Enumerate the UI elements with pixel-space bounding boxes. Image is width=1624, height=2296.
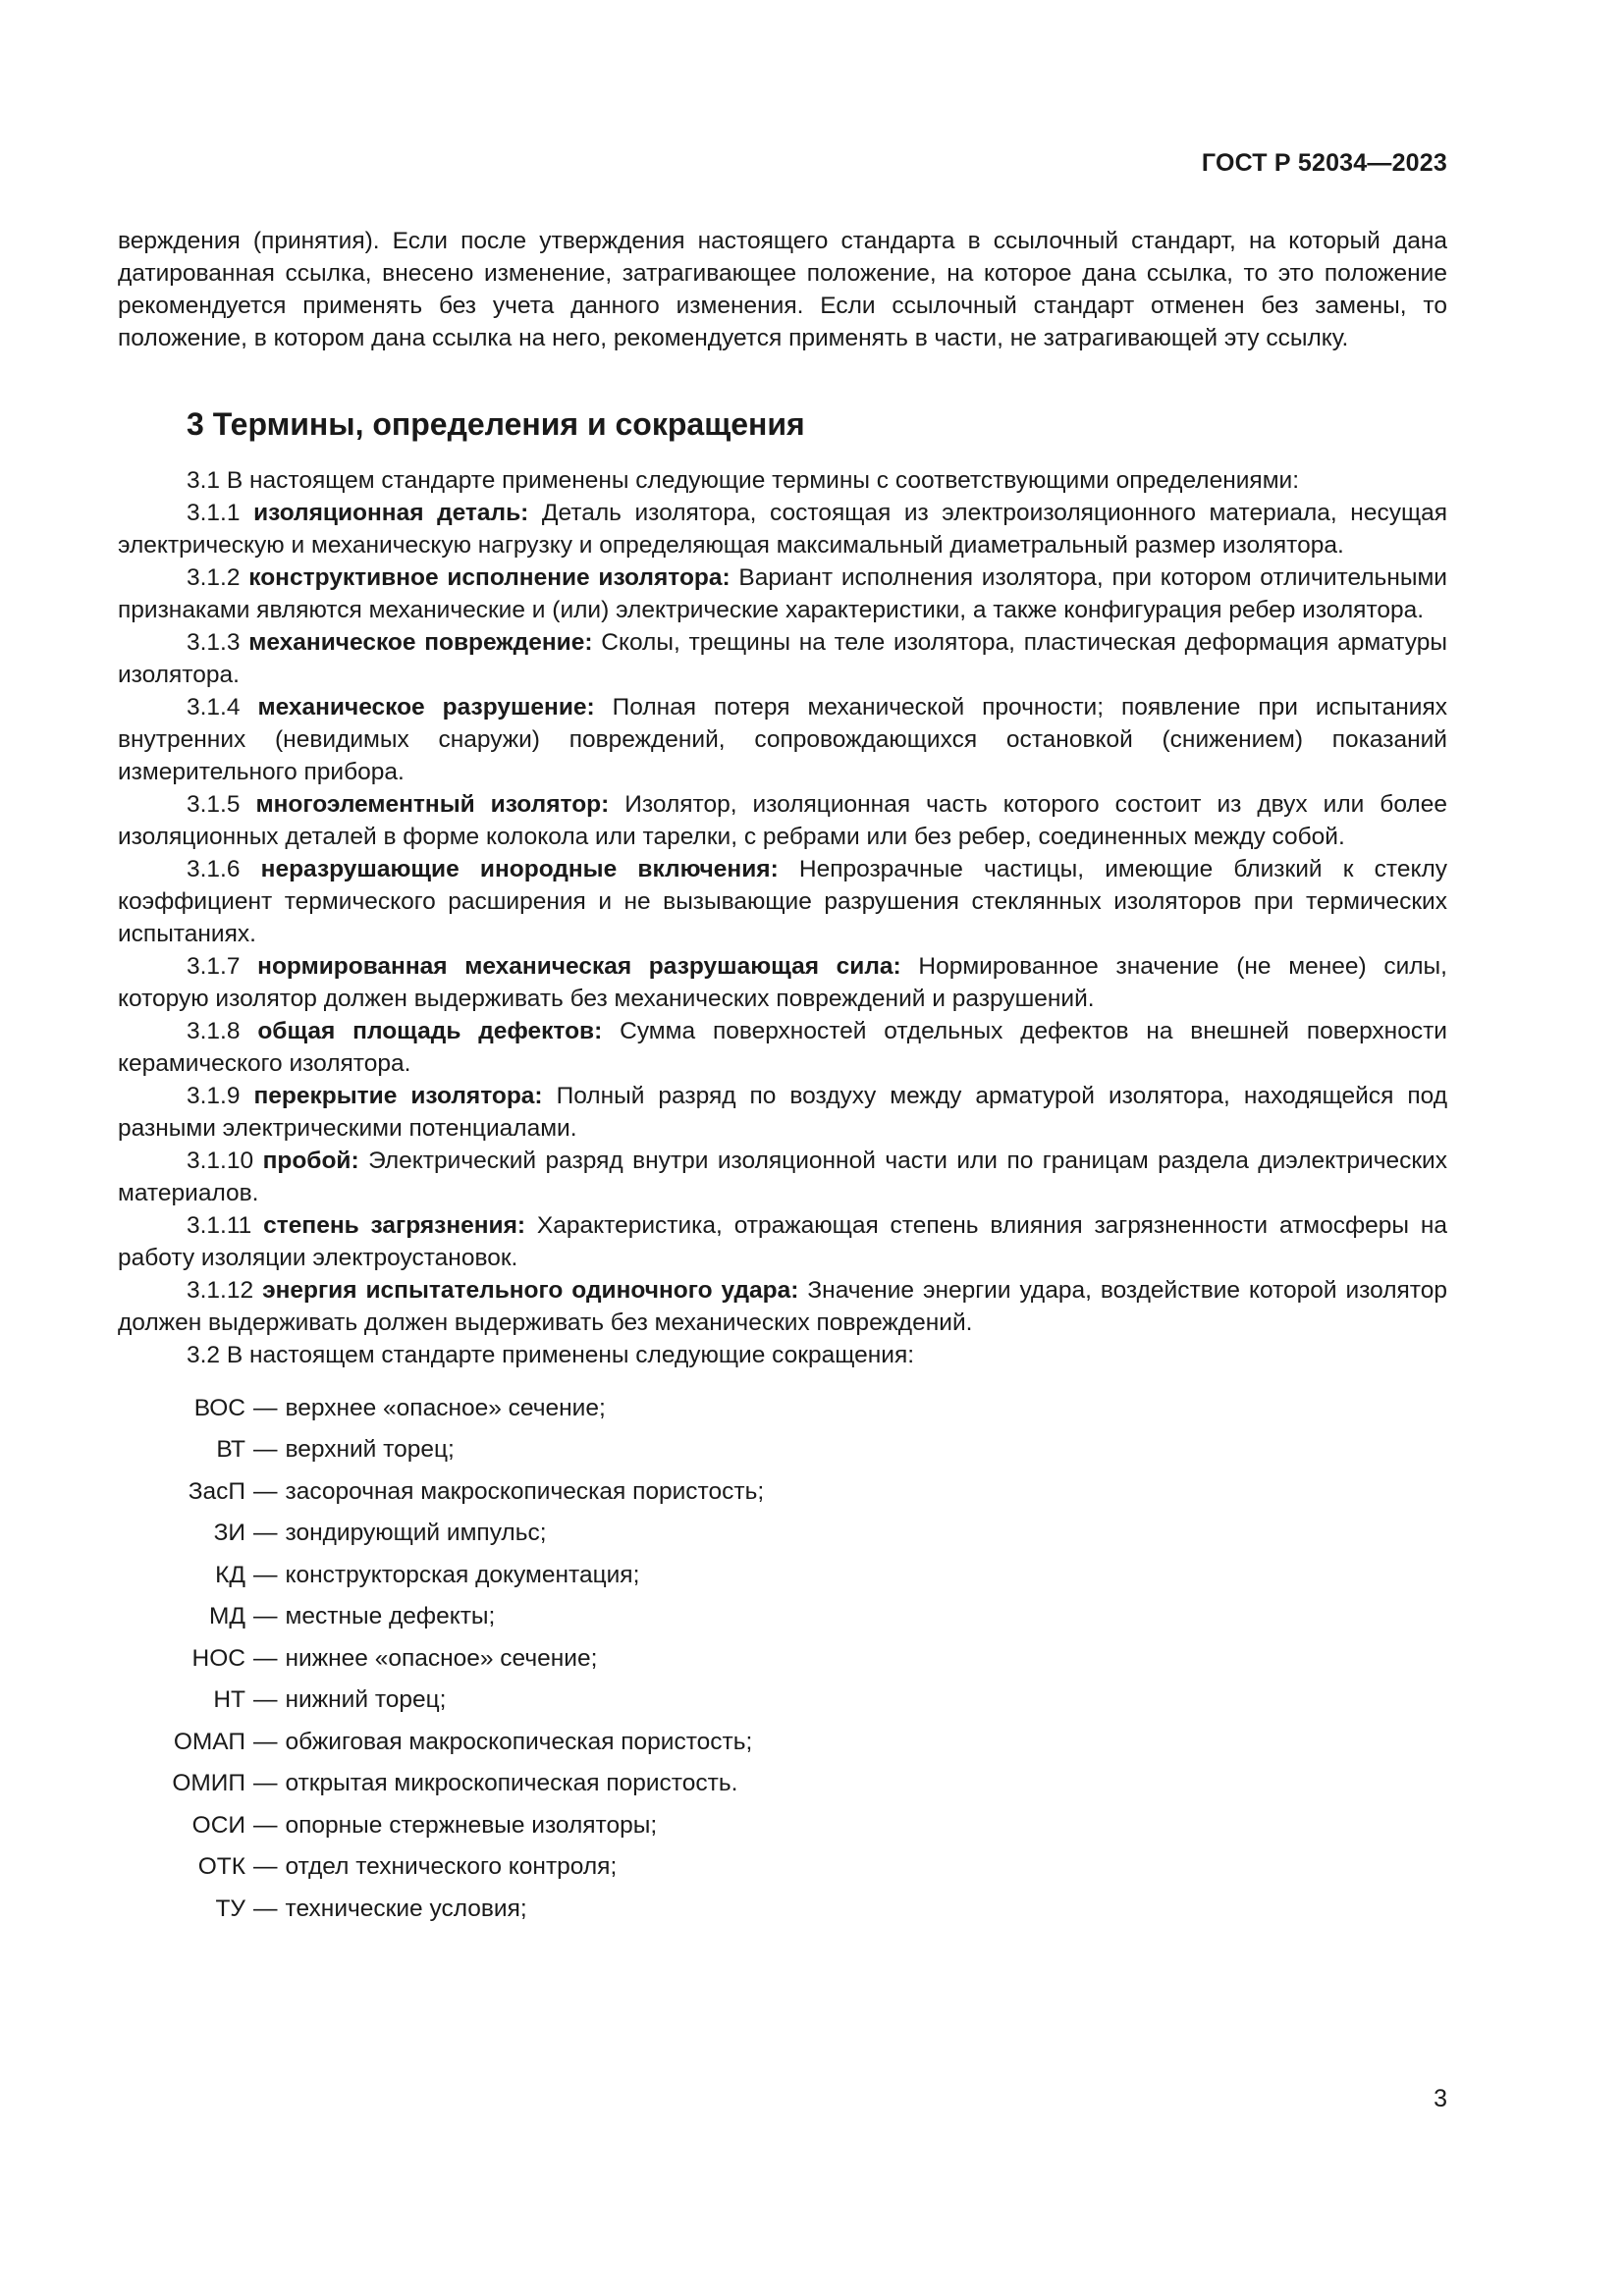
term-definition: Значение энергии удара, воздействие которой изолятор должен выдерживать должен выдерживать без механических повреждений.: [118, 1277, 1447, 1336]
term-3-1-4: [118, 691, 1447, 788]
term-definition: Сумма поверхностей отдельных дефектов на внешней поверхности керамического изолятора.: [118, 1018, 1447, 1077]
abbreviation-dash: —: [253, 1436, 278, 1464]
abbreviation-code: ВОС: [193, 1394, 245, 1421]
term-3-1-2: [118, 561, 1447, 626]
term-number: 3.1.9: [187, 1083, 254, 1109]
abbreviation-dash: —: [253, 1603, 278, 1630]
term-definition: Деталь изолятора, состоящая из электроизоляционного материала, несущая электрическую и механическую нагрузку и определяющая максимальный диаметральный размер изолятора.: [118, 500, 1447, 559]
term-3-1-6: [118, 853, 1447, 950]
abbreviation-code: МД: [208, 1603, 245, 1630]
term-name: общая площадь дефектов:: [257, 1018, 603, 1044]
document-body: [118, 225, 1447, 1930]
abbreviation-dash: —: [253, 1770, 278, 1797]
term-definition: Характеристика, отражающая степень влияния загрязненности атмосферы на работу изоляции электроустановок.: [118, 1212, 1447, 1271]
abbreviation-code: ОТК: [197, 1853, 245, 1881]
term-number: 3.1.6: [187, 856, 261, 882]
abbreviation-dash: —: [253, 1811, 278, 1839]
abbreviation-code: КД: [215, 1561, 245, 1588]
term-number: 3.1.5: [187, 791, 256, 818]
term-name: многоэлементный изолятор:: [255, 791, 610, 818]
abbreviation-text: зондирующий импульс;: [285, 1520, 547, 1547]
abbreviation-item: [118, 1680, 1447, 1722]
abbreviation-dash: —: [253, 1644, 278, 1672]
abbreviation-text: верхнее «опасное» сечение;: [285, 1394, 606, 1421]
term-definition: Сколы, трещины на теле изолятора, пластическая деформация арматуры изолятора.: [118, 629, 1448, 688]
abbreviation-item: [118, 1721, 1447, 1763]
abbreviation-text: местные дефекты;: [285, 1603, 496, 1630]
term-number: 3.1.8: [187, 1018, 258, 1044]
abbreviation-dash: —: [253, 1728, 278, 1755]
term-name: изоляционная деталь:: [253, 500, 529, 526]
term-definition: Нормированное значение (не менее) силы, которую изолятор должен выдерживать без механических повреждений и разрушений.: [118, 953, 1447, 1012]
abbreviation-code: ОМИП: [172, 1770, 245, 1797]
term-name: механическое разрушение:: [257, 694, 595, 721]
abbreviation-item: [118, 1637, 1447, 1680]
term-name: пробой:: [262, 1148, 359, 1174]
abbreviation-item: [118, 1387, 1447, 1429]
abbreviation-item: [118, 1513, 1447, 1555]
abbreviation-text: нижнее «опасное» сечение;: [285, 1644, 598, 1672]
abbreviation-list: [118, 1387, 1447, 1930]
abbreviation-dash: —: [253, 1853, 278, 1881]
term-3-1-9: [118, 1080, 1447, 1145]
term-number: 3.1.4: [187, 694, 258, 721]
term-3-1-10: [118, 1145, 1447, 1209]
term-definition: Электрический разряд внутри изоляционной части или по границам раздела диэлектрических материалов.: [118, 1148, 1447, 1206]
abbreviation-item: [118, 1846, 1447, 1889]
abbreviation-text: нижний торец;: [285, 1686, 447, 1714]
abbreviation-text: верхний торец;: [285, 1436, 455, 1464]
term-3-1-1: [118, 497, 1447, 561]
abbreviation-code: НТ: [213, 1686, 245, 1714]
term-3-1-12: [118, 1274, 1447, 1339]
term-name: перекрытие изолятора:: [253, 1083, 543, 1109]
abbreviation-code: ЗИ: [213, 1520, 245, 1547]
abbreviation-code: ОМАП: [173, 1728, 245, 1755]
term-number: 3.1.10: [187, 1148, 263, 1174]
term-name: механическое повреждение:: [248, 629, 593, 656]
term-number: 3.1.3: [187, 629, 249, 656]
clause-3-2: 3.2 В настоящем стандарте применены следующие сокращения:: [187, 1342, 915, 1368]
term-3-1-8: [118, 1015, 1447, 1080]
abbreviation-code: ОСИ: [191, 1811, 245, 1839]
abbreviation-text: обжиговая макроскопическая пористость;: [285, 1728, 753, 1755]
abbreviation-text: открытая микроскопическая пористость.: [285, 1770, 738, 1797]
term-name: степень загрязнения:: [263, 1212, 526, 1239]
abbreviation-text: технические условия;: [285, 1895, 527, 1922]
abbreviation-dash: —: [253, 1686, 278, 1714]
abbreviation-dash: —: [253, 1895, 278, 1922]
term-3-1-5: [118, 788, 1447, 853]
abbreviation-item: [118, 1596, 1447, 1638]
term-definition: Изолятор, изоляционная часть которого состоит из двух или более изоляционных деталей в форме колокола или тарелки, с ребрами или без ребер, соединенных между собой.: [118, 791, 1447, 850]
abbreviation-dash: —: [253, 1561, 278, 1588]
abbreviation-code: НОС: [191, 1644, 245, 1672]
term-name: нормированная механическая разрушающая сила:: [257, 953, 901, 980]
abbreviation-item: [118, 1429, 1447, 1471]
term-number: 3.1.1: [187, 500, 254, 526]
abbreviation-item: [118, 1888, 1447, 1930]
abbreviation-dash: —: [253, 1520, 278, 1547]
document-id-header: ГОСТ Р 52034—2023: [1201, 149, 1447, 177]
term-3-1-7: [118, 950, 1447, 1015]
page-number: 3: [1434, 2085, 1447, 2112]
term-3-1-3: [118, 626, 1447, 691]
term-name: энергия испытательного одиночного удара:: [262, 1277, 799, 1304]
abbreviation-item: [118, 1554, 1447, 1596]
abbreviation-dash: —: [253, 1477, 278, 1505]
abbreviation-item: [118, 1763, 1447, 1805]
abbreviation-text: опорные стержневые изоляторы;: [285, 1811, 658, 1839]
term-number: 3.1.12: [187, 1277, 263, 1304]
clause-3-1: 3.1 В настоящем стандарте применены следующие термины с соответствующими определениями:: [187, 467, 1300, 494]
abbreviation-code: ТУ: [215, 1895, 245, 1922]
section-heading: 3 Термины, определения и сокращения: [187, 406, 805, 442]
abbreviation-text: конструкторская документация;: [285, 1561, 640, 1588]
term-number: 3.1.2: [187, 564, 249, 591]
abbreviation-dash: —: [253, 1394, 278, 1421]
term-definition: Полная потеря механической прочности; появление при испытаниях внутренних (невидимых снаружи) повреждений, сопровождающихся остановкой (снижением) показаний измерительного прибора.: [118, 694, 1447, 785]
intro-paragraph: верждения (принятия). Если после утверждения настоящего стандарта в ссылочный стандарт, на который дана датированная ссылка, внесено изменение, затрагивающее положение, на которое дана ссылка, то это положение рекомендуется применять без учета данного изменения. Если ссылочный стандарт отменен без замены, то положение, в котором дана ссылка на него, рекомендуется применять в части, не затрагивающей эту ссылку.: [118, 228, 1447, 351]
term-definition: Вариант исполнения изолятора, при котором отличительными признаками являются механические и (или) электрические характеристики, а также конфигурация ребер изолятора.: [118, 564, 1447, 623]
term-definition: Полный разряд по воздуху между арматурой изолятора, находящейся под разными электрическими потенциалами.: [118, 1083, 1447, 1142]
term-number: 3.1.7: [187, 953, 258, 980]
abbreviation-item: [118, 1470, 1447, 1513]
term-name: конструктивное исполнение изолятора:: [248, 564, 731, 591]
term-3-1-11: [118, 1209, 1447, 1274]
term-number: 3.1.11: [187, 1212, 264, 1239]
term-definition: Непрозрачные частицы, имеющие близкий к стеклу коэффициент термического расширения и не вызывающие разрушения стеклянных изоляторов при термических испытаниях.: [118, 856, 1447, 947]
abbreviation-code: ВТ: [216, 1436, 245, 1464]
abbreviation-item: [118, 1804, 1447, 1846]
term-name: неразрушающие инородные включения:: [260, 856, 779, 882]
abbreviation-text: засорочная макроскопическая пористость;: [285, 1477, 765, 1505]
abbreviation-text: отдел технического контроля;: [285, 1853, 618, 1881]
abbreviation-code: ЗасП: [188, 1477, 245, 1505]
